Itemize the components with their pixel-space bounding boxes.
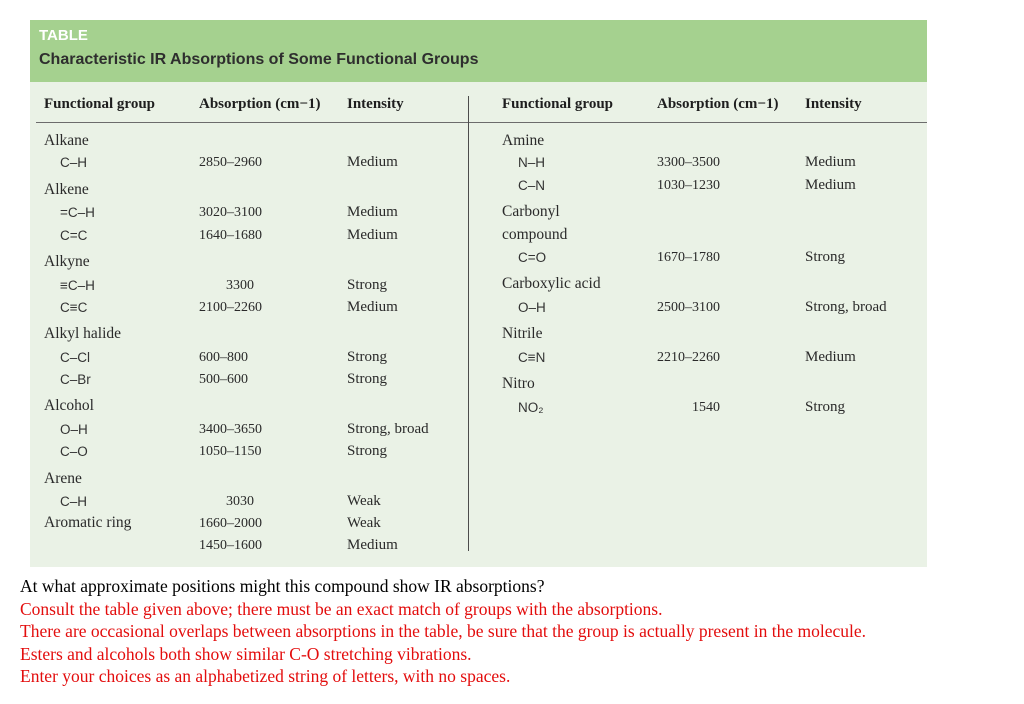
right-absorption-value: 2210–2260 — [657, 350, 720, 365]
left-group-label: Alkyne — [44, 253, 90, 270]
table-title: Characteristic IR Absorptions of Some Functional Groups — [39, 51, 479, 68]
right-intensity-value: Medium — [805, 154, 856, 170]
left-bond-label: C–Cl — [60, 350, 91, 365]
table-banner — [30, 20, 927, 82]
left-intensity-value: Weak — [347, 493, 381, 509]
header-intensity-right: Intensity — [805, 96, 862, 112]
left-bond-label: ≡C–H — [60, 278, 95, 293]
right-bond-label: NO₂ — [518, 400, 544, 415]
left-bond-label: C–H — [60, 155, 88, 170]
header-absorption-left: Absorption (cm−1) — [199, 96, 321, 112]
left-absorption-value: 3020–3100 — [199, 205, 262, 220]
left-intensity-value: Medium — [347, 537, 398, 553]
left-intensity-value: Strong, broad — [347, 421, 429, 437]
left-intensity-value: Strong — [347, 277, 388, 293]
question-prompt: At what approximate positions might this compound show IR absorptions? — [20, 576, 545, 596]
left-absorption-value: 1050–1150 — [199, 444, 262, 459]
left-intensity-value: Strong — [347, 371, 388, 387]
hint-2: There are occasional overlaps between absorptions in the table, be sure that the group is actually present in the molecule. — [20, 621, 867, 641]
left-group-label: Alkene — [44, 181, 89, 198]
left-bond-label: C≡C — [60, 300, 88, 315]
column-divider — [468, 96, 469, 551]
right-bond-label: C=O — [518, 250, 547, 265]
ir-absorption-table — [30, 20, 927, 567]
left-absorption-value: 2850–2960 — [199, 155, 262, 170]
right-absorption-value: 1030–1230 — [657, 178, 720, 193]
left-intensity-value: Medium — [347, 204, 398, 220]
left-absorption-value: 500–600 — [199, 372, 248, 387]
left-group-label: Alkyl halide — [44, 325, 122, 342]
left-absorption-value: 3300 — [226, 278, 254, 293]
right-intensity-value: Medium — [805, 177, 856, 193]
left-bond-label: C–H — [60, 494, 88, 509]
header-functional-group-left: Functional group — [44, 96, 155, 112]
left-bond-label: C–O — [60, 444, 88, 459]
right-group-label: compound — [502, 226, 568, 243]
left-intensity-value: Strong — [347, 349, 388, 365]
right-group-label: Nitrile — [502, 325, 543, 342]
header-functional-group-right: Functional group — [502, 96, 613, 112]
header-rule-left — [36, 122, 468, 123]
header-rule-right — [469, 122, 927, 123]
left-group-label: Aromatic ring — [44, 514, 132, 531]
header-intensity-left: Intensity — [347, 96, 404, 112]
left-bond-label: C=C — [60, 228, 88, 243]
question-block — [20, 575, 866, 688]
right-intensity-value: Strong, broad — [805, 299, 887, 315]
left-absorption-value: 3400–3650 — [199, 422, 262, 437]
right-absorption-value: 2500–3100 — [657, 300, 720, 315]
hint-4: Enter your choices as an alphabetized string of letters, with no spaces. — [20, 666, 511, 686]
right-bond-label: C–N — [518, 178, 546, 193]
left-intensity-value: Medium — [347, 299, 398, 315]
right-absorption-value: 3300–3500 — [657, 155, 720, 170]
left-bond-label: O–H — [60, 422, 88, 437]
table-label: TABLE — [39, 27, 88, 44]
right-absorption-value: 1540 — [692, 400, 720, 415]
left-bond-label: =C–H — [60, 205, 95, 220]
right-intensity-value: Strong — [805, 399, 846, 415]
right-group-label: Carbonyl — [502, 203, 560, 220]
left-intensity-value: Medium — [347, 154, 398, 170]
left-absorption-value: 1450–1600 — [199, 538, 262, 553]
left-intensity-value: Strong — [347, 443, 388, 459]
left-group-label: Alcohol — [44, 397, 94, 414]
left-bond-label: C–Br — [60, 372, 91, 387]
left-group-label: Arene — [44, 470, 82, 487]
left-absorption-value: 600–800 — [199, 350, 248, 365]
right-bond-label: N–H — [518, 155, 546, 170]
left-absorption-value: 2100–2260 — [199, 300, 262, 315]
right-intensity-value: Medium — [805, 349, 856, 365]
right-group-label: Nitro — [502, 375, 535, 392]
left-intensity-value: Weak — [347, 515, 381, 531]
left-group-label: Alkane — [44, 132, 89, 149]
right-intensity-value: Strong — [805, 249, 846, 265]
left-absorption-value: 3030 — [226, 494, 254, 509]
right-absorption-value: 1670–1780 — [657, 250, 720, 265]
left-intensity-value: Medium — [347, 227, 398, 243]
right-group-label: Carboxylic acid — [502, 275, 601, 292]
left-absorption-value: 1640–1680 — [199, 228, 262, 243]
right-group-label: Amine — [502, 132, 545, 149]
hint-3: Esters and alcohols both show similar C-O stretching vibrations. — [20, 643, 472, 664]
right-bond-label: O–H — [518, 300, 546, 315]
left-absorption-value: 1660–2000 — [199, 516, 262, 531]
header-absorption-right: Absorption (cm−1) — [657, 96, 779, 112]
hint-1: Consult the table given above; there must be an exact match of groups with the absorptions. — [20, 598, 663, 619]
right-bond-label: C≡N — [518, 350, 546, 365]
